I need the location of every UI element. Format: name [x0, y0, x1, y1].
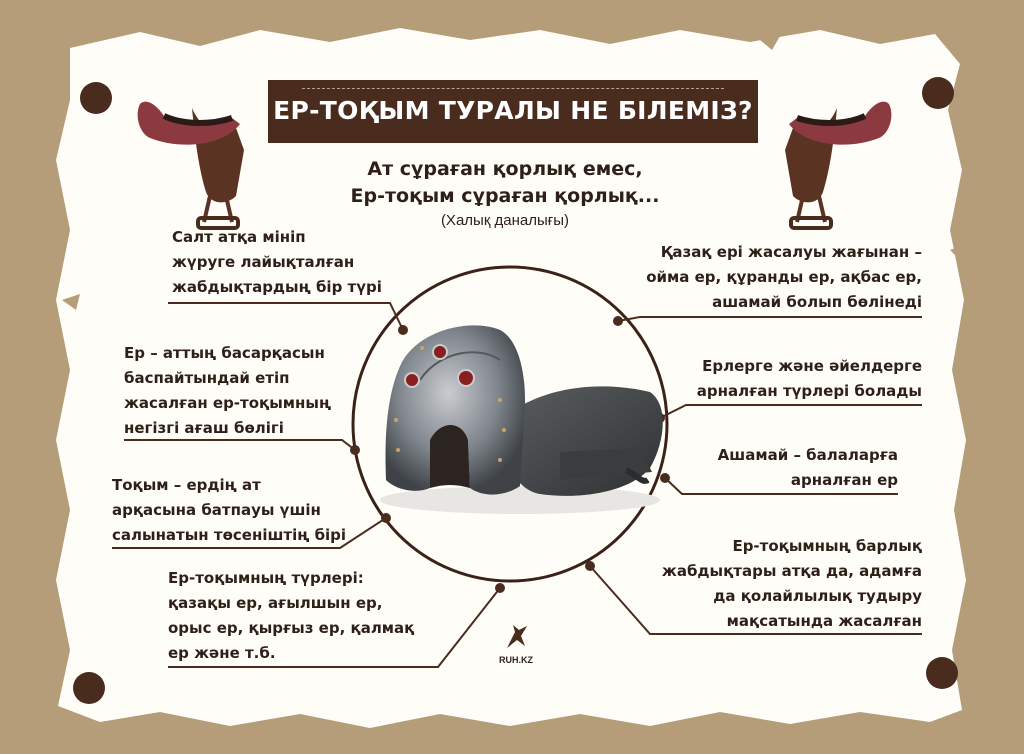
brand-name: RUH.KZ [499, 655, 533, 665]
fact-line: негізгі ағаш бөлігі [124, 419, 284, 437]
fact-left-4 [168, 566, 414, 666]
proverb [300, 156, 710, 210]
fact-line: ойма ер, құранды ер, ақбас ер, [646, 268, 922, 286]
brand-logo [490, 622, 542, 665]
proverb-line-1: Ат сұраған қорлық емес, [367, 158, 643, 180]
fact-line: Салт атқа мініп [172, 228, 306, 246]
fact-line: мақсатында жасалған [726, 612, 922, 630]
fact-line: жасалған ер-тоқымның [124, 394, 332, 412]
fact-line: жабдықтары атқа да, адамға [661, 562, 922, 580]
fact-left-2 [124, 341, 331, 441]
fact-right-4 [662, 534, 922, 634]
fact-line: қазақы ер, ағылшын ер, [168, 594, 383, 612]
fact-line: арқасына батпауы үшін [112, 501, 321, 519]
proverb-source: (Халық даналығы) [440, 212, 570, 229]
fact-line: да қолайлылық тудыру [713, 587, 922, 605]
fact-line: Ерлерге және әйелдерге [702, 357, 922, 375]
fact-line: жүруге лайықталған [172, 253, 355, 271]
fact-line: Ер-тоқымның барлық [732, 537, 922, 555]
fact-line: баспайтындай етіп [124, 369, 290, 387]
fact-line: арналған түрлері болады [696, 382, 922, 400]
fact-line: Ашамай – балаларға [717, 446, 898, 464]
fact-right-2 [697, 354, 922, 404]
fact-line: Қазақ ері жасалуы жағынан – [660, 243, 922, 261]
fact-line: жабдықтардың бір түрі [172, 278, 382, 296]
fact-line: Ер-тоқымның түрлері: [168, 569, 364, 587]
fact-left-1 [172, 225, 382, 300]
title-dashed-line [302, 88, 724, 89]
fact-line: Ер – аттың басарқасын [124, 344, 325, 362]
fact-line: Тоқым – ердің ат [112, 476, 261, 494]
proverb-line-2: Ер-тоқым сұраған қорлық... [350, 185, 660, 207]
title-banner [268, 80, 758, 143]
fact-line: орыс ер, қырғыз ер, қалмақ [168, 619, 415, 637]
fact-right-1 [646, 240, 922, 315]
fact-line: ер және т.б. [168, 644, 276, 662]
fact-right-3 [718, 443, 898, 493]
page-title: ЕР-ТОҚЫМ ТУРАЛЫ НЕ БІЛЕМІЗ? [273, 96, 753, 125]
bird-logo-icon [501, 622, 531, 652]
fact-line: арналған ер [790, 471, 898, 489]
fact-left-3 [112, 473, 346, 548]
fact-line: ашамай болып бөлінеді [712, 293, 922, 311]
fact-line: салынатын төсеніштің бірі [112, 526, 347, 544]
